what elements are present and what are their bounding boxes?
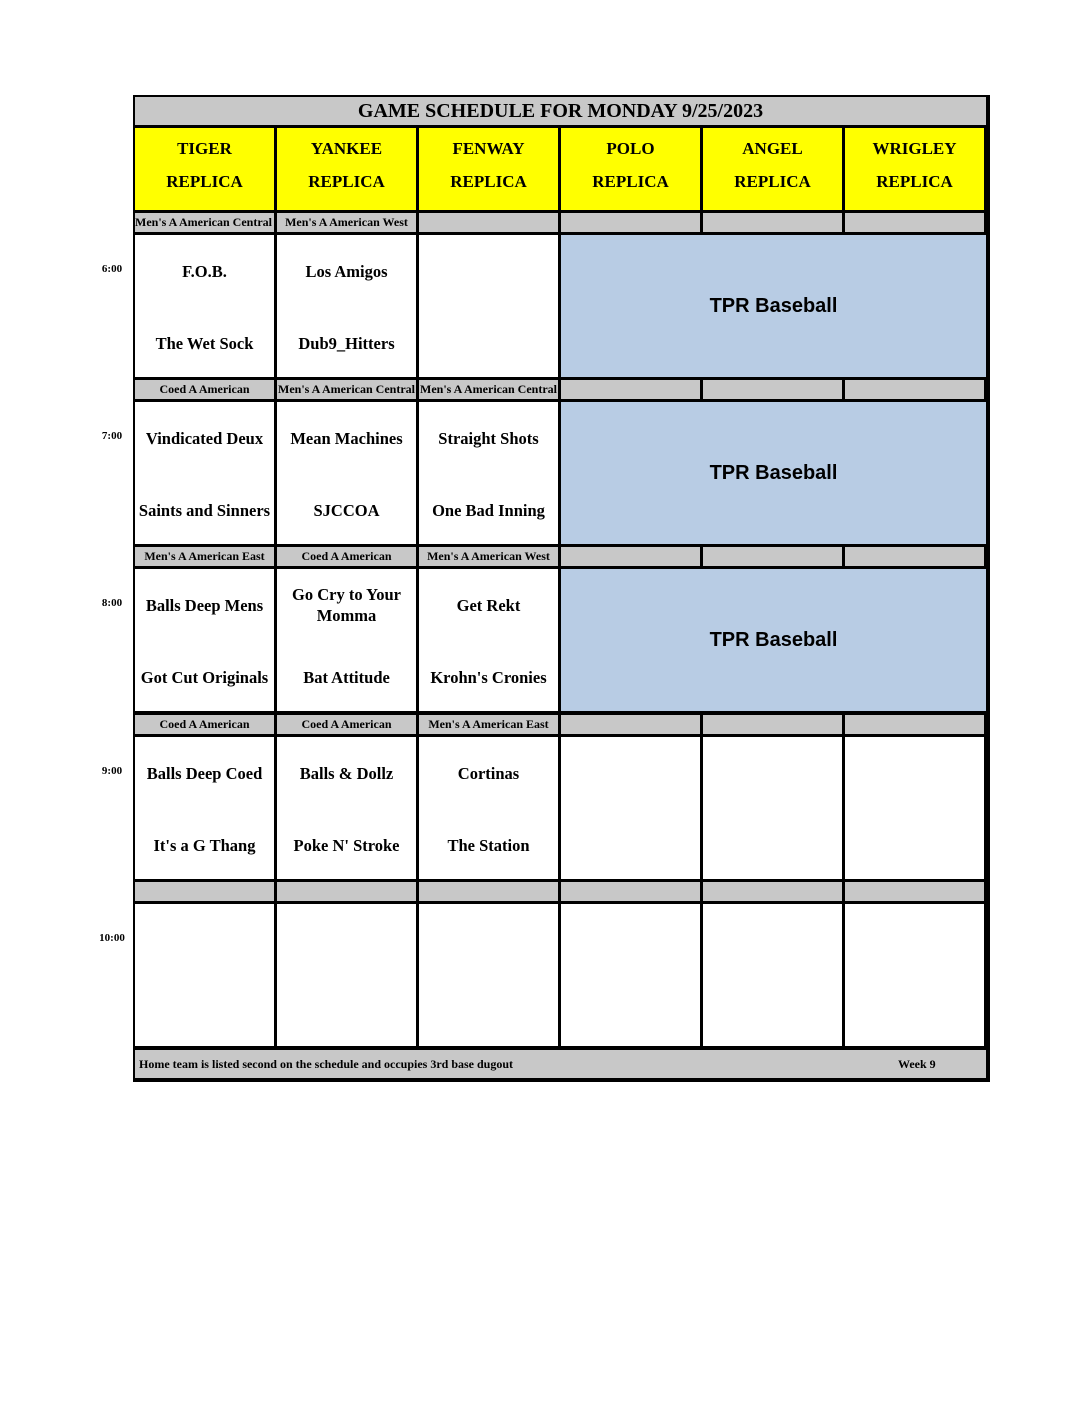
division-label: Men's A American East — [419, 715, 558, 734]
reserved-block: TPR Baseball — [561, 569, 986, 711]
home-team: The Wet Sock — [155, 333, 254, 353]
division-label — [561, 213, 700, 232]
game-cell — [277, 737, 416, 879]
home-team: The Station — [447, 835, 530, 855]
home-team: Poke N' Stroke — [293, 835, 400, 855]
game-cell — [135, 402, 274, 544]
time-label: 9:00 — [101, 765, 123, 777]
division-label: Coed A American — [135, 715, 274, 734]
home-team: Bat Attitude — [303, 667, 390, 687]
division-label — [561, 882, 700, 901]
field-sub: REPLICA — [592, 172, 669, 191]
empty-cell — [419, 904, 558, 1046]
division-label: Men's A American Central — [277, 380, 416, 399]
away-team: Go Cry to Your Momma — [292, 585, 401, 625]
field-sub: REPLICA — [166, 172, 243, 191]
division-label — [845, 380, 984, 399]
field-name: WRIGLEY — [872, 139, 957, 158]
division-label — [703, 213, 842, 232]
time-label: 6:00 — [101, 263, 123, 275]
empty-cell — [845, 737, 984, 879]
away-team: Get Rekt — [456, 595, 521, 615]
game-cell — [277, 569, 416, 711]
time-label: 8:00 — [101, 597, 123, 609]
empty-cell — [561, 904, 700, 1046]
division-label — [561, 547, 700, 566]
field-header-polo — [561, 128, 700, 210]
game-cell — [277, 402, 416, 544]
field-header-tiger — [135, 128, 274, 210]
away-team: F.O.B. — [182, 261, 227, 281]
home-team: Saints and Sinners — [138, 500, 271, 520]
field-header-wrigley — [845, 128, 984, 210]
division-label: Men's A American Central — [419, 380, 558, 399]
field-header-angel — [703, 128, 842, 210]
reserved-block: TPR Baseball — [561, 235, 986, 377]
game-cell — [419, 569, 558, 711]
division-label — [845, 715, 984, 734]
field-name: POLO — [606, 139, 655, 158]
division-label — [419, 213, 558, 232]
game-cell — [419, 402, 558, 544]
home-team: It's a G Thang — [153, 835, 256, 855]
empty-cell — [561, 737, 700, 879]
away-team: Balls & Dollz — [299, 763, 394, 783]
away-team: Los Amigos — [305, 261, 388, 281]
empty-cell — [703, 904, 842, 1046]
game-cell — [135, 235, 274, 377]
division-label — [703, 715, 842, 734]
division-label — [845, 547, 984, 566]
week-label: Week 9 — [898, 1056, 936, 1071]
home-team: Krohn's Cronies — [430, 667, 547, 687]
reserved-block: TPR Baseball — [561, 402, 986, 544]
division-label: Men's A American West — [277, 213, 416, 232]
division-label — [419, 882, 558, 901]
away-team: Vindicated Deux — [145, 428, 264, 448]
page-title: GAME SCHEDULE FOR MONDAY 9/25/2023 — [135, 97, 986, 125]
empty-cell — [277, 904, 416, 1046]
empty-cell — [135, 904, 274, 1046]
field-sub: REPLICA — [876, 172, 953, 191]
time-label: 10:00 — [99, 932, 125, 944]
division-label — [703, 882, 842, 901]
division-label: Coed A American — [277, 715, 416, 734]
division-label — [703, 380, 842, 399]
game-cell — [419, 737, 558, 879]
away-team: Mean Machines — [290, 428, 403, 448]
game-cell — [135, 569, 274, 711]
away-team: Balls Deep Coed — [146, 763, 263, 783]
time-label: 7:00 — [101, 430, 123, 442]
field-sub: REPLICA — [308, 172, 385, 191]
field-name: FENWAY — [452, 139, 525, 158]
field-sub: REPLICA — [450, 172, 527, 191]
empty-cell — [419, 235, 558, 377]
division-label — [845, 882, 984, 901]
division-label — [845, 213, 984, 232]
away-team: Balls Deep Mens — [145, 595, 264, 615]
division-label — [135, 882, 274, 901]
away-team: Straight Shots — [438, 428, 539, 448]
division-label: Men's A American East — [135, 547, 274, 566]
home-team: Dub9_Hitters — [298, 333, 395, 353]
division-label — [277, 882, 416, 901]
home-team: One Bad Inning — [432, 500, 545, 520]
field-header-yankee — [277, 128, 416, 210]
empty-cell — [845, 904, 984, 1046]
division-label: Coed A American — [277, 547, 416, 566]
division-label: Men's A American Central — [135, 213, 274, 232]
division-label: Men's A American West — [419, 547, 558, 566]
home-team: SJCCOA — [313, 500, 380, 520]
field-header-fenway — [419, 128, 558, 210]
game-cell — [277, 235, 416, 377]
footer-note: Home team is listed second on the schedule and occupies 3rd base dugout — [139, 1056, 514, 1071]
division-label — [561, 715, 700, 734]
empty-cell — [703, 737, 842, 879]
field-name: TIGER — [177, 139, 232, 158]
field-name: YANKEE — [310, 139, 383, 158]
schedule-table — [133, 95, 990, 1082]
home-team: Got Cut Originals — [140, 667, 269, 687]
field-name: ANGEL — [742, 139, 803, 158]
division-label — [703, 547, 842, 566]
division-label: Coed A American — [135, 380, 274, 399]
division-label — [561, 380, 700, 399]
game-cell — [135, 737, 274, 879]
away-team: Cortinas — [457, 763, 520, 783]
field-sub: REPLICA — [734, 172, 811, 191]
footer-bar — [135, 1050, 986, 1078]
